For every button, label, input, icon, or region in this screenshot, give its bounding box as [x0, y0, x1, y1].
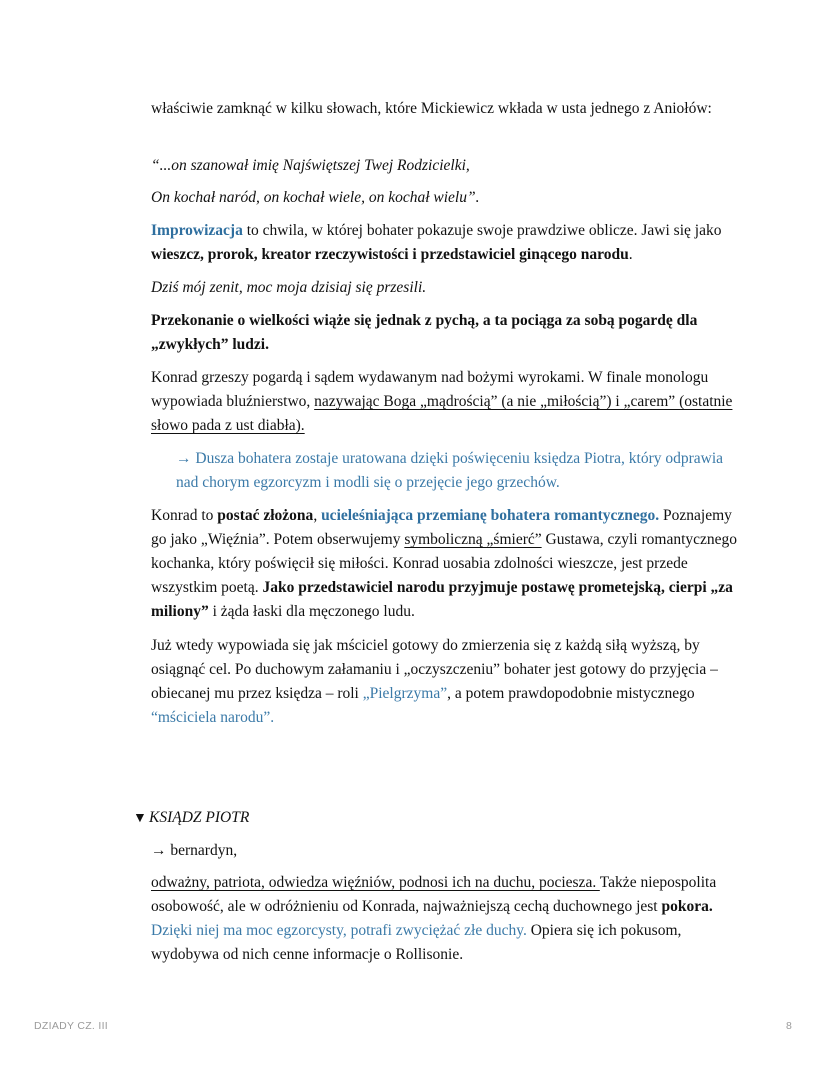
quote-line-3: Dziś mój zenit, moc moja dzisiaj się przesili.	[151, 279, 427, 296]
footer-title: DZIADY CZ. III	[34, 1020, 109, 1032]
underlined-phrase: odważny, patriota, odwiedza więźniów, podnosi ich na duchu, pociesza.	[151, 874, 600, 891]
quote-line-2: On kochał naród, on kochał wiele, on kochał wielu”.	[151, 189, 480, 206]
triangle-down-icon[interactable]: ▼	[133, 811, 147, 826]
exorcist-link[interactable]: Dzięki niej ma moc egzorcysty, potrafi zwyciężać złe duchy.	[151, 922, 527, 939]
highlight-link[interactable]: ucieleśniająca przemianę bohatera romantycznego.	[321, 507, 660, 524]
paragraph-piotr: odważny, patriota, odwiedza więźniów, podnosi ich na duchu, pociesza. Także niepospolita osobowość, ale w odróżnieniu od Konrada, najważniejszą cechą duchownego jest pokora. Dzięki niej ma moc egzorcysty, potrafi zwyciężać złe duchy. Opiera się ich pokusom, wydobywa od nich cenne informacje o Rollisonie.	[151, 874, 717, 963]
paragraph-pride: Przekonanie o wielkości wiąże się jednak z pychą, a ta pociąga za sobą pogardę dla „zwykłych” ludzi.	[151, 312, 698, 353]
underlined-phrase: nazywając Boga „mądrością” (a nie „miłością”) i „carem” (ostatnie słowo pada z ust diabła).	[151, 393, 733, 434]
avenger-link[interactable]: “mściciela narodu”.	[151, 709, 275, 726]
page-number: 8	[786, 1020, 793, 1032]
arrow-note-bernardyn: → bernardyn,	[151, 842, 238, 859]
underlined-phrase: symboliczną „śmierć”	[404, 531, 542, 548]
quote-line-1: “...on szanował imię Najświętszej Twej Rodzicielki,	[151, 157, 470, 174]
arrow-note-salvation: → Dusza bohatera zostaje uratowana dzięki poświęceniu księdza Piotra, który odprawia nad chorym egzorcyzm i modli się o przejęcie jego grzechów.	[176, 450, 724, 491]
section-title: KSIĄDZ PIOTR	[149, 809, 250, 826]
paragraph-konrad: Konrad to postać złożona, ucieleśniająca przemianę bohatera romantycznego. Poznajemy go jako „Więźnia”. Potem obserwujemy symboliczną „śmierć” Gustawa, czyli romantycznego kochanka, który poświęcił się miłości. Konrad uosabia zdolności wieszcze, jest przede wszystkim poetą. Jako przedstawiciel narodu przyjmuje postawę prometejską, cierpi „za miliony” i żąda łaski dla męczonego ludu.	[151, 507, 738, 620]
term-link[interactable]: Improwizacja	[151, 222, 243, 239]
pilgrim-link[interactable]: „Pielgrzyma”	[362, 685, 448, 702]
paragraph-improwizacja: Improwizacja to chwila, w której bohater pokazuje swoje prawdziwe oblicze. Jawi się jako wieszcz, prorok, kreator rzeczywistości i przedstawiciel ginącego narodu.	[151, 222, 722, 263]
paragraph-intro: właściwie zamknąć w kilku słowach, które Mickiewicz wkłada w usta jednego z Aniołów:	[151, 100, 712, 117]
section-toggle[interactable]	[133, 806, 249, 831]
paragraph-avenger: Już wtedy wypowiada się jak mściciel gotowy do zmierzenia się z każdą siłą wyższą, by osiągnąć cel. Po duchowym załamaniu i „oczyszczeniu” bohater jest gotowy do przyjęcia – obiecanej mu przez księdza – roli „Pielgrzyma”, a potem prawdopodobnie mistycznego “mściciela narodu”.	[151, 637, 718, 726]
paragraph-blasphemy: Konrad grzeszy pogardą i sądem wydawanym nad bożymi wyrokami. W finale monologu wypowiada bluźnierstwo, nazywając Boga „mądrością” (a nie „miłością”) i „carem” (ostatnie słowo pada z ust diabła).	[151, 369, 733, 434]
